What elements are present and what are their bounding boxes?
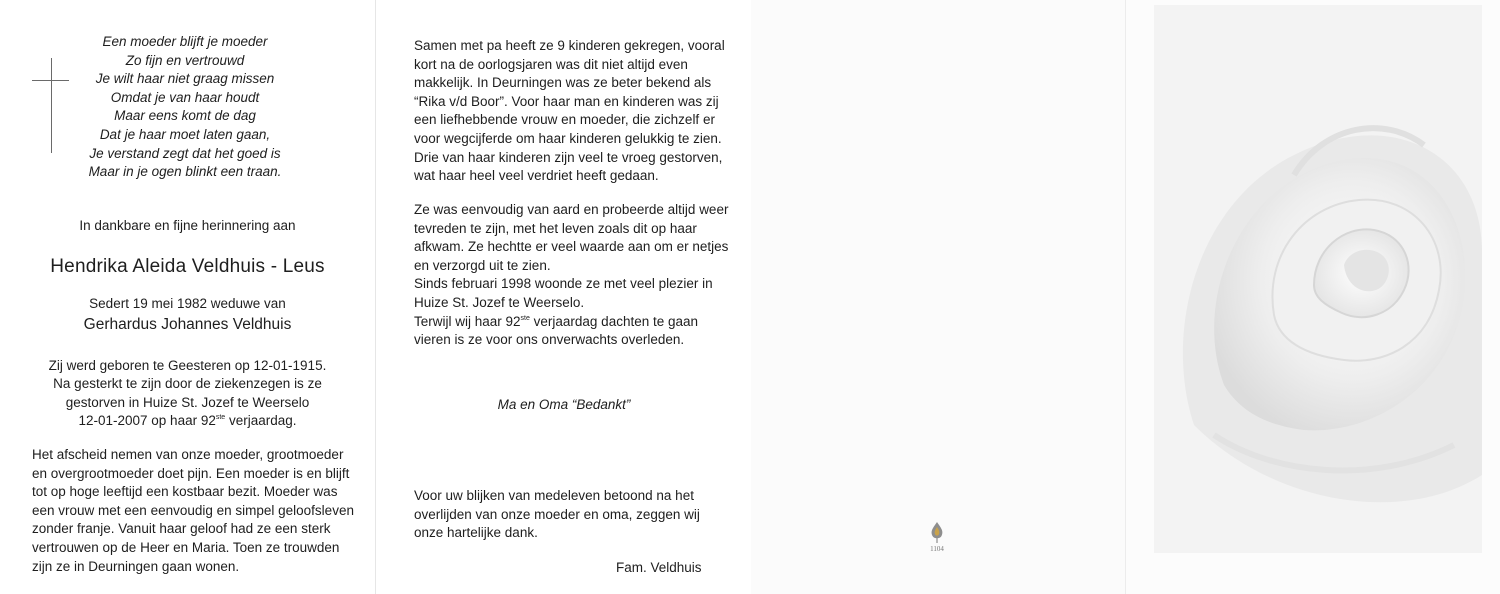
family-signature: Fam. Veldhuis <box>616 560 702 575</box>
character-paragraph: Ze was eenvoudig van aard en probeerde altijd weer tevreden te zijn, met het leven zoals dit op haar afkwam. Ze hechtte er veel waarde aan om er netjes en verzorgd uit te zien. Sinds februari 1998 woonde ze met veel plezier in Huize St. Jozef te Weerselo. Terwijl wij haar 92ste verjaardag dachten te gaan vieren is ze voor ons onverwachts overleden. <box>414 202 729 348</box>
family-paragraph: Samen met pa heeft ze 9 kinderen gekregen, vooral kort na de oorlogsjaren was dit niet altijd even makkelijk. In Deurningen was ze beter bekend als “Rika v/d Boor”. Voor haar man en kinderen was zij een liefhebbende vrouw en moeder, die zichzelf er voor wegcijferde om haar kinderen gelukkig te zien. Drie van haar kinderen zijn veel te vroeg gestorven, wat haar heel veel verdriet heeft gedaan. <box>414 38 725 184</box>
cross-icon <box>51 58 52 153</box>
poem <box>70 33 300 182</box>
poem-line: Maar in je ogen blinkt een traan. <box>88 164 282 180</box>
rose-image <box>1154 5 1482 553</box>
farewell-paragraph: Het afscheid nemen van onze moeder, grootmoeder en overgrootmoeder doet pijn. Een moeder is en blijft tot op hoge leeftijd een kostbaar bezit. Moeder was een vrouw met een eenvoudig en simpel geloofsleven zonder franje. Vanuit haar geloof had ze een sterk vertrouwen op de Heer en Maria. Toen ze trouwden zijn ze in Deurningen gaan wonen. <box>32 447 354 574</box>
thanks-paragraph: Voor uw blijken van medeleven betoond na het overlijden van onze moeder en oma, zeggen wij onze hartelijke dank. <box>414 488 700 541</box>
card-panel-text <box>375 0 752 594</box>
poem-line: Je verstand zegt dat het goed is <box>89 145 281 161</box>
rose-icon <box>1154 5 1482 553</box>
poem-line: Zo fijn en vertrouwd <box>125 52 245 68</box>
card-panel-cover <box>1126 0 1500 594</box>
card-panel-back <box>751 0 1126 594</box>
candle-flame-icon <box>926 520 948 544</box>
card-panel-front <box>0 0 375 594</box>
birth-line: Zij werd geboren te Geesteren op 12-01-1915. <box>48 358 327 373</box>
birth-death-details <box>0 357 375 431</box>
widow-line: Sedert 19 mei 1982 weduwe van <box>89 296 286 311</box>
sacrament-line: Na gesterkt te zijn door de ziekenzegen is ze <box>53 376 322 392</box>
print-code: 1104 <box>930 545 944 553</box>
thanks-title: Ma en Oma “Bedankt” <box>497 397 631 412</box>
poem-line: Een moeder blijft je moeder <box>102 34 268 49</box>
poem-line: Maar eens komt de dag <box>114 108 256 124</box>
poem-line: Je wilt haar niet graag missen <box>95 71 275 87</box>
death-date-line: 12-01-2007 op haar 92ste verjaardag. <box>78 413 297 429</box>
deceased-name: Hendrika Aleida Veldhuis - Leus <box>50 256 325 277</box>
poem-line: Omdat je van haar houdt <box>110 89 260 105</box>
spouse-name: Gerhardus Johannes Veldhuis <box>83 316 292 333</box>
birthday-line: Terwijl wij haar 92ste verjaardag dachten te gaan <box>414 313 699 329</box>
remembrance-intro: In dankbare en fijne herinnering aan <box>79 218 296 233</box>
cross-icon-bar <box>32 80 69 81</box>
poem-line: Dat je haar moet laten gaan, <box>99 126 271 142</box>
death-place-line: gestorven in Huize St. Jozef te Weerselo <box>65 394 310 410</box>
printer-mark <box>926 520 948 553</box>
